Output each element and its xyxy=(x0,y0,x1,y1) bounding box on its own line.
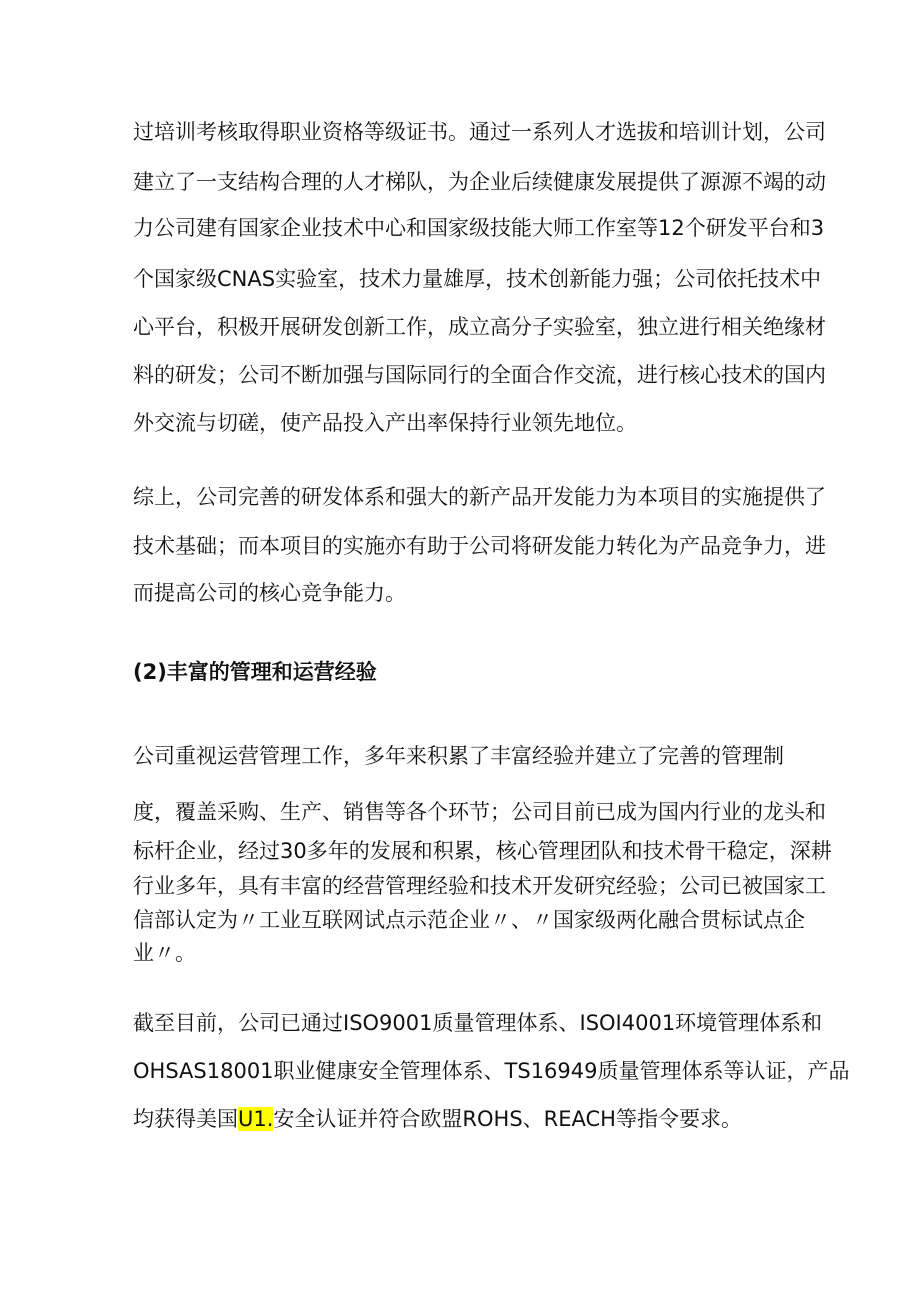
paragraph-line: 技术基础；而本项目的实施亦有助于公司将研发能力转化为产品竞争力，进 xyxy=(133,534,826,558)
paragraph-line: 业〃。 xyxy=(133,941,196,965)
paragraph-line: 度，覆盖采购、生产、销售等各个环节；公司目前已成为国内行业的龙头和 xyxy=(133,800,826,824)
paragraph-line: 公司重视运营管理工作，多年来积累了丰富经验并建立了完善的管理制 xyxy=(133,744,784,768)
paragraph-line: OHSAS18001职业健康安全管理体系、TS16949质量管理体系等认证，产品 xyxy=(133,1059,850,1083)
highlighted-text: U1. xyxy=(238,1107,274,1131)
paragraph-line: 综上，公司完善的研发体系和强大的新产品开发能力为本项目的实施提供了 xyxy=(133,485,826,509)
line-text-before: 均获得美国 xyxy=(133,1107,238,1131)
paragraph-line: 力公司建有国家企业技术中心和国家级技能大师工作室等12个研发平台和3 xyxy=(133,216,825,240)
paragraph-line: 个国家级CNAS实验室，技术力量雄厚，技术创新能力强；公司依托技术中 xyxy=(133,267,822,291)
line-text-after: 安全认证并符合欧盟ROHS、REACH等指令要求。 xyxy=(273,1107,742,1131)
paragraph-last-line xyxy=(133,1102,742,1136)
paragraph-line: 过培训考核取得职业资格等级证书。通过一系列人才选拔和培训计划，公司 xyxy=(133,120,826,144)
paragraph-line: 建立了一支结构合理的人才梯队，为企业后续健康发展提供了源源不竭的动 xyxy=(133,170,826,194)
paragraph-line: 心平台，积极开展研发创新工作，成立高分子实验室，独立进行相关绝缘材 xyxy=(133,315,826,339)
paragraph-line: 外交流与切磋，使产品投入产出率保持行业领先地位。 xyxy=(133,411,637,435)
paragraph-line: 标杆企业，经过30多年的发展和积累，核心管理团队和技术骨干稳定，深耕 xyxy=(133,839,832,863)
paragraph-line: 行业多年，具有丰富的经营管理经验和技术开发研究经验；公司已被国家工 xyxy=(133,874,826,898)
section-heading: (2)丰富的管理和运营经验 xyxy=(133,660,377,684)
paragraph-line: 料的研发；公司不断加强与国际同行的全面合作交流，进行核心技术的国内 xyxy=(133,363,826,387)
paragraph-line: 截至目前，公司已通过ISO9001质量管理体系、ISOI4001环境管理体系和 xyxy=(133,1011,823,1035)
paragraph-line: 信部认定为〃工业互联网试点示范企业〃、〃国家级两化融合贯标试点企 xyxy=(133,908,805,932)
paragraph-line: 而提高公司的核心竞争能力。 xyxy=(133,581,406,605)
